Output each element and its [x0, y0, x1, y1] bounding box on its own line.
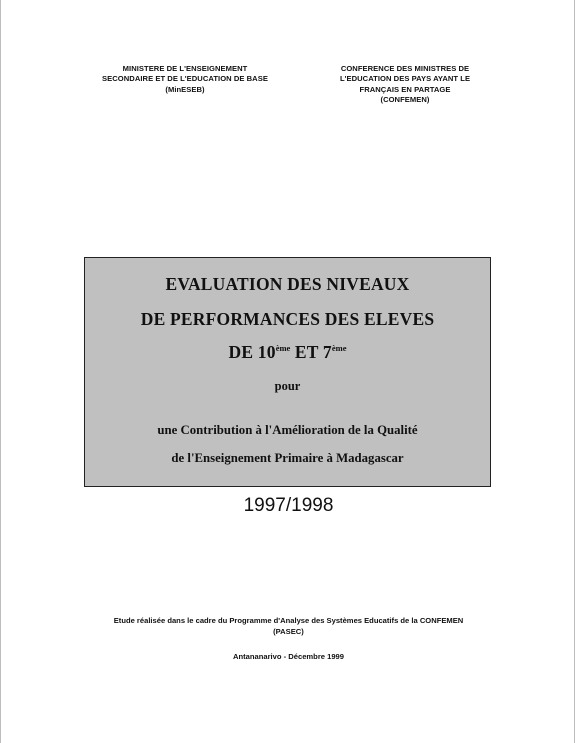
- study-year: 1997/1998: [243, 495, 334, 516]
- title-connector: pour: [274, 379, 301, 393]
- confemen-header-line-2: L'EDUCATION DES PAYS AYANT LE: [339, 74, 471, 84]
- footer-program-line: Etude réalisée dans le cadre du Programme d'Analyse des Systèmes Educatifs de la CONFEMEN: [113, 616, 464, 625]
- confemen-header-line-3: FRANÇAIS EN PARTAGE: [359, 84, 451, 94]
- ministry-header: [79, 64, 291, 95]
- confemen-header-line-1: CONFERENCE DES MINISTRES DE: [340, 64, 470, 73]
- confemen-header-line-4: (CONFEMEN): [380, 94, 430, 104]
- subtitle-line-2: de l'Enseignement Primaire à Madagascar: [171, 451, 404, 465]
- grade-7-text: ET 7: [290, 342, 332, 362]
- grade-7-superscript: ème: [331, 343, 347, 353]
- grade-10-text: DE 10: [228, 342, 276, 362]
- footer-pasec-line: (PASEC): [273, 627, 304, 636]
- ministry-header-line-3: (MinESEB): [165, 84, 205, 94]
- title-line-2: DE PERFORMANCES DES ELEVES: [140, 309, 435, 329]
- confemen-header: [317, 64, 493, 105]
- subtitle-line-1: une Contribution à l'Amélioration de la Qualité: [157, 423, 418, 437]
- footer-place-date: Antananarivo - Décembre 1999: [233, 652, 344, 661]
- title-line-1: EVALUATION DES NIVEAUX: [165, 274, 410, 294]
- title-box: [84, 257, 491, 487]
- ministry-header-line-2: SECONDAIRE ET DE L'EDUCATION DE BASE: [102, 74, 268, 84]
- grade-10-superscript: ème: [275, 343, 291, 353]
- ministry-header-line-1: MINISTERE DE L'ENSEIGNEMENT: [122, 64, 248, 73]
- title-line-3: [85, 342, 490, 365]
